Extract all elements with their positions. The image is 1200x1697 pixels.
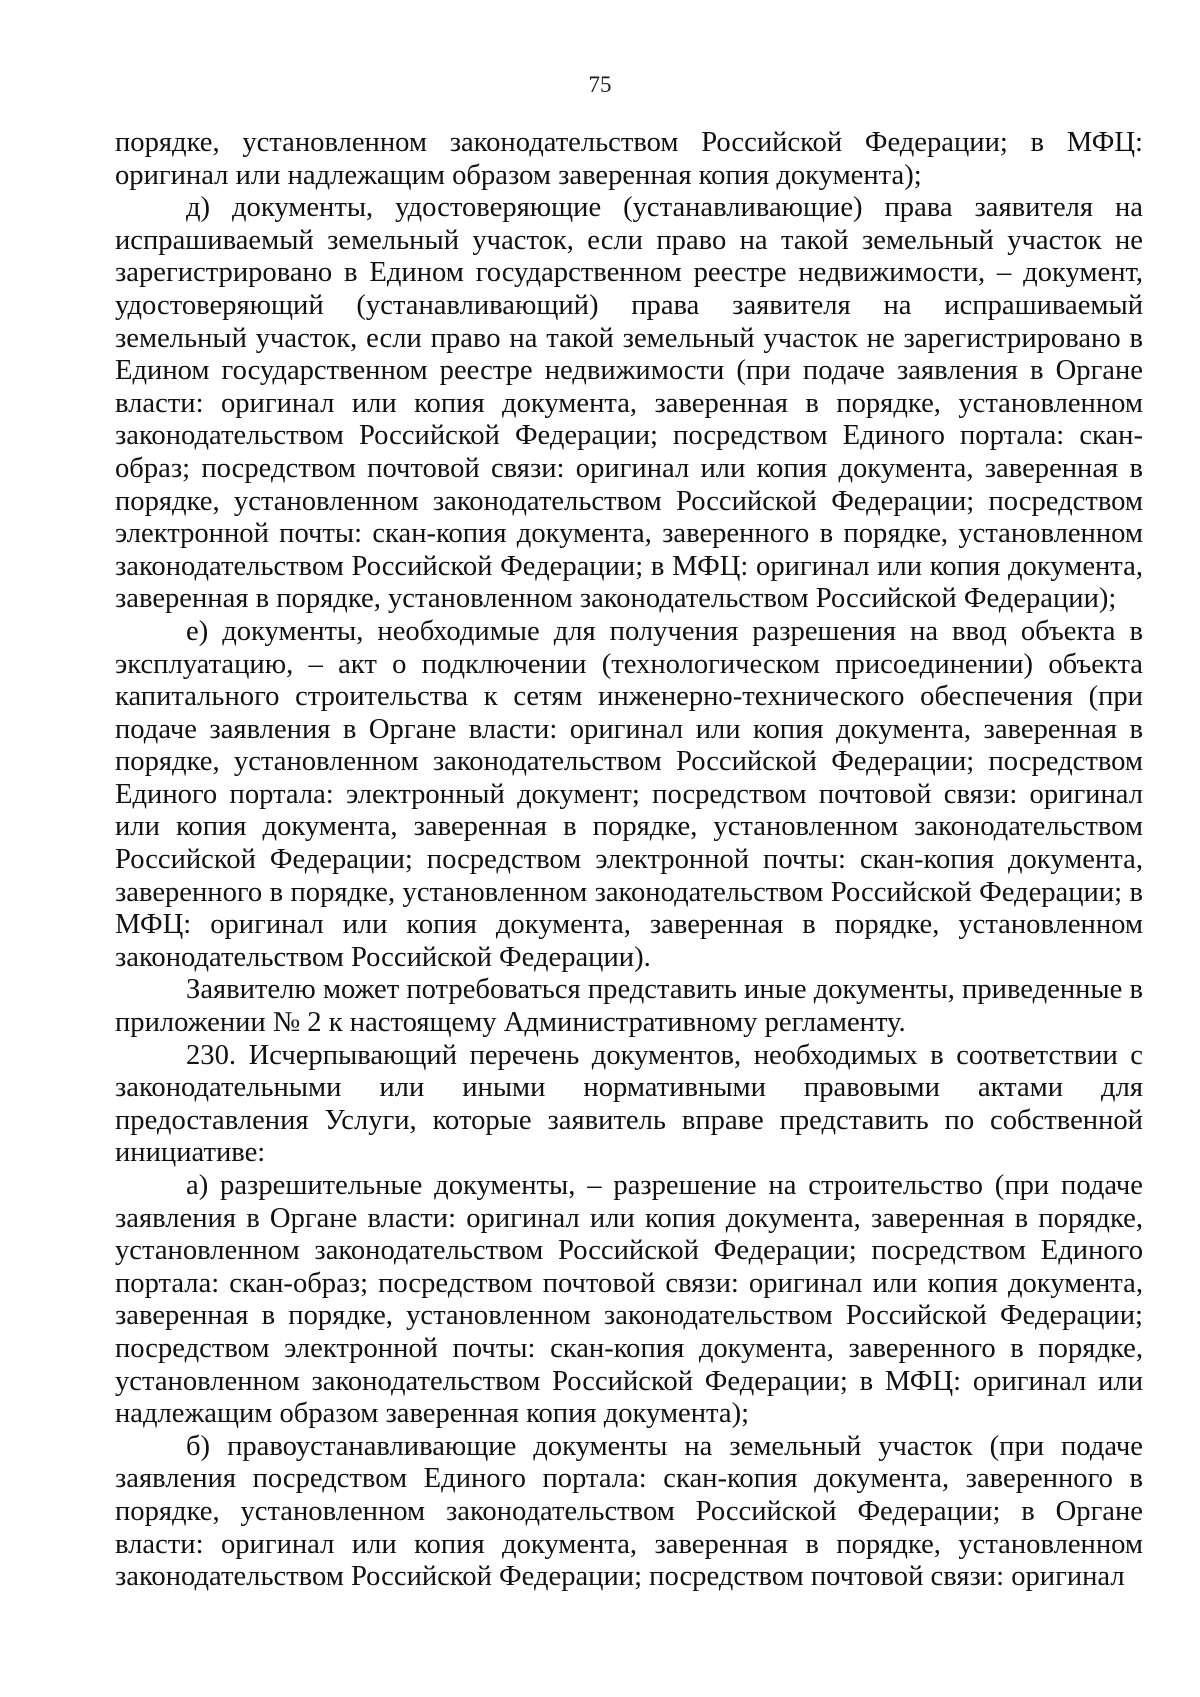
paragraph-item-a: а) разрешительные документы, – разрешение на строительство (при подаче заявления в Органе власти: оригинал или копия документа, заверенная в порядке, установленном законодательством Российской Федерации; посредством Единого портала: скан-образ; посредством почтовой связи: оригинал или копия документа, заверенная в порядке, установленном законодательством Российской Федерации; посредством электронной почты: скан-копия документа, заверенного в порядке, установленном законодательством Российской Федерации; в МФЦ: оригинал или надлежащим образом заверенная копия документа); <box>115 1170 1143 1430</box>
paragraph-item-e: е) документы, необходимые для получения разрешения на ввод объекта в эксплуатацию, – акт о подключении (технологическом присоединении) объекта капитального строительства к сетям инженерно-технического обеспечения (при подаче заявления в Органе власти: оригинал или копия документа, заверенная в порядке, установленном законодательством Российской Федерации; посредством Единого портала: электронный документ; посредством почтовой связи: оригинал или копия документа, заверенная в порядке, установленном законодательством Российской Федерации; посредством электронной почты: скан-копия документа, заверенного в порядке, установленном законодательством Российской Федерации; в МФЦ: оригинал или копия документа, заверенная в порядке, установленном законодательством Российской Федерации). <box>115 615 1143 973</box>
document-body <box>115 127 1143 1594</box>
page-number: 75 <box>588 72 612 97</box>
paragraph-continuation: порядке, установленном законодательством Российской Федерации; в МФЦ: оригинал или надлежащим образом заверенная копия документа); <box>115 127 1143 191</box>
paragraph-item-230: 230. Исчерпывающий перечень документов, необходимых в соответствии с законодательными или иными нормативными правовыми актами для предоставления Услуги, которые заявитель вправе представить по собственной инициативе: <box>115 1039 1143 1169</box>
paragraph-other-documents: Заявителю может потребоваться представить иные документы, приведенные в приложении № 2 к настоящему Административному регламенту. <box>115 974 1143 1039</box>
paragraph-item-d: д) документы, удостоверяющие (устанавливающие) права заявителя на испрашиваемый земельный участок, если право на такой земельный участок не зарегистрировано в Едином государственном реестре недвижимости, – документ, удостоверяющий (устанавливающий) права заявителя на испрашиваемый земельный участок, если право на такой земельный участок не зарегистрировано в Едином государственном реестре недвижимости (при подаче заявления в Органе власти: оригинал или копия документа, заверенная в порядке, установленном законодательством Российской Федерации; посредством Единого портала: скан-образ; посредством почтовой связи: оригинал или копия документа, заверенная в порядке, установленном законодательством Российской Федерации; посредством электронной почты: скан-копия документа, заверенного в порядке, установленном законодательством Российской Федерации; в МФЦ: оригинал или копия документа, заверенная в порядке, установленном законодательством Российской Федерации); <box>115 192 1143 615</box>
paragraph-item-b: б) правоустанавливающие документы на земельный участок (при подаче заявления посредством Единого портала: скан-копия документа, заверенного в порядке, установленном законодательством Российской Федерации; в Органе власти: оригинал или копия документа, заверенная в порядке, установленном законодательством Российской Федерации; посредством почтовой связи: оригинал <box>115 1430 1143 1593</box>
